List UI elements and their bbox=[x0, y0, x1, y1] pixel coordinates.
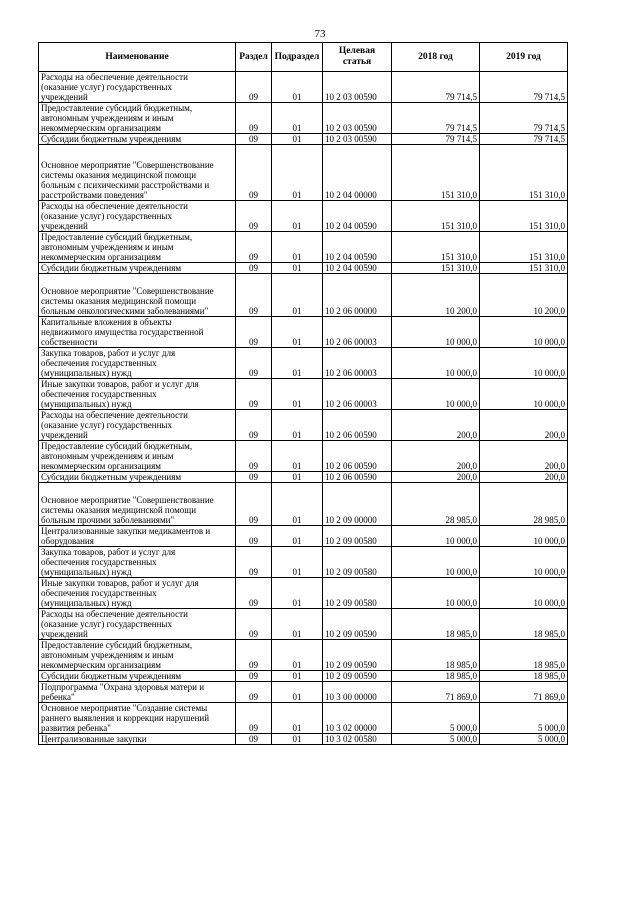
cell-section: 09 bbox=[236, 640, 272, 671]
cell-section: 09 bbox=[236, 317, 272, 348]
cell-target: 10 2 06 00590 bbox=[323, 410, 392, 441]
table-row bbox=[39, 682, 568, 703]
cell-name: Субсидии бюджетным учреждениям bbox=[39, 671, 236, 682]
cell-target: 10 2 09 00000 bbox=[323, 483, 392, 526]
cell-name: Предоставление субсидий бюджетным, автономным учреждениям и иным некоммерческим организациям bbox=[39, 103, 236, 134]
cell-target: 10 2 06 00003 bbox=[323, 379, 392, 410]
cell-2018: 10 000,0 bbox=[392, 317, 480, 348]
table-body bbox=[39, 72, 568, 745]
cell-name: Предоставление субсидий бюджетным, автономным учреждениям и иным некоммерческим организациям bbox=[39, 441, 236, 472]
cell-target: 10 2 06 00003 bbox=[323, 348, 392, 379]
table-row bbox=[39, 348, 568, 379]
cell-subsection: 01 bbox=[272, 274, 323, 317]
cell-target: 10 2 04 00590 bbox=[323, 263, 392, 274]
cell-2018: 79 714,5 bbox=[392, 103, 480, 134]
cell-subsection: 01 bbox=[272, 232, 323, 263]
table-row bbox=[39, 526, 568, 547]
table-row bbox=[39, 671, 568, 682]
cell-2018: 10 000,0 bbox=[392, 348, 480, 379]
cell-target: 10 2 06 00590 bbox=[323, 441, 392, 472]
table-row bbox=[39, 379, 568, 410]
cell-target: 10 2 04 00590 bbox=[323, 201, 392, 232]
cell-2019: 28 985,0 bbox=[480, 483, 568, 526]
cell-target: 10 2 03 00590 bbox=[323, 134, 392, 145]
cell-name: Расходы на обеспечение деятельности (оказание услуг) государственных учреждений bbox=[39, 410, 236, 441]
cell-section: 09 bbox=[236, 483, 272, 526]
cell-2018: 10 000,0 bbox=[392, 547, 480, 578]
cell-section: 09 bbox=[236, 263, 272, 274]
cell-subsection: 01 bbox=[272, 578, 323, 609]
cell-section: 09 bbox=[236, 145, 272, 201]
cell-name: Расходы на обеспечение деятельности (оказание услуг) государственных учреждений bbox=[39, 201, 236, 232]
cell-2019: 79 714,5 bbox=[480, 134, 568, 145]
cell-name: Централизованные закупки медикаментов и оборудования bbox=[39, 526, 236, 547]
cell-2018: 151 310,0 bbox=[392, 145, 480, 201]
header-section: Раздел bbox=[236, 43, 272, 72]
table-row bbox=[39, 263, 568, 274]
page-number: 73 bbox=[314, 28, 326, 40]
cell-target: 10 2 09 00590 bbox=[323, 640, 392, 671]
cell-section: 09 bbox=[236, 274, 272, 317]
cell-2019: 200,0 bbox=[480, 441, 568, 472]
cell-2019: 10 000,0 bbox=[480, 526, 568, 547]
cell-2019: 18 985,0 bbox=[480, 609, 568, 640]
cell-2019: 151 310,0 bbox=[480, 201, 568, 232]
cell-name: Основное мероприятие "Совершенствование системы оказания медицинской помощи больным с психическими расстройствами и расстройствами поведения" bbox=[39, 145, 236, 201]
cell-name: Субсидии бюджетным учреждениям bbox=[39, 472, 236, 483]
table-row bbox=[39, 547, 568, 578]
cell-subsection: 01 bbox=[272, 410, 323, 441]
table-row bbox=[39, 201, 568, 232]
cell-2019: 200,0 bbox=[480, 472, 568, 483]
table-row bbox=[39, 134, 568, 145]
cell-target: 10 3 02 00580 bbox=[323, 734, 392, 745]
cell-subsection: 01 bbox=[272, 671, 323, 682]
cell-2018: 79 714,5 bbox=[392, 72, 480, 103]
cell-2018: 18 985,0 bbox=[392, 671, 480, 682]
table-row bbox=[39, 232, 568, 263]
table-row bbox=[39, 734, 568, 745]
cell-subsection: 01 bbox=[272, 379, 323, 410]
cell-name: Закупка товаров, работ и услуг для обеспечения государственных (муниципальных) нужд bbox=[39, 547, 236, 578]
cell-name: Субсидии бюджетным учреждениям bbox=[39, 263, 236, 274]
cell-2019: 151 310,0 bbox=[480, 263, 568, 274]
cell-2019: 18 985,0 bbox=[480, 640, 568, 671]
cell-2018: 10 000,0 bbox=[392, 379, 480, 410]
cell-2019: 79 714,5 bbox=[480, 72, 568, 103]
cell-subsection: 01 bbox=[272, 441, 323, 472]
cell-subsection: 01 bbox=[272, 483, 323, 526]
cell-name: Основное мероприятие "Совершенствование системы оказания медицинской помощи больным прочими заболеваниями" bbox=[39, 483, 236, 526]
cell-2018: 5 000,0 bbox=[392, 703, 480, 734]
table-row bbox=[39, 578, 568, 609]
table-row bbox=[39, 317, 568, 348]
cell-2018: 71 869,0 bbox=[392, 682, 480, 703]
cell-target: 10 2 09 00580 bbox=[323, 578, 392, 609]
cell-section: 09 bbox=[236, 134, 272, 145]
cell-2019: 79 714,5 bbox=[480, 103, 568, 134]
cell-subsection: 01 bbox=[272, 348, 323, 379]
table-row bbox=[39, 410, 568, 441]
cell-2018: 151 310,0 bbox=[392, 201, 480, 232]
table-row bbox=[39, 609, 568, 640]
cell-name: Основное мероприятие "Совершенствование системы оказания медицинской помощи больным онкологическими заболеваниями" bbox=[39, 274, 236, 317]
cell-subsection: 01 bbox=[272, 317, 323, 348]
cell-section: 09 bbox=[236, 441, 272, 472]
cell-2019: 5 000,0 bbox=[480, 734, 568, 745]
table-row bbox=[39, 703, 568, 734]
cell-subsection: 01 bbox=[272, 640, 323, 671]
cell-2018: 200,0 bbox=[392, 410, 480, 441]
cell-target: 10 2 03 00590 bbox=[323, 72, 392, 103]
table-row bbox=[39, 145, 568, 201]
cell-target: 10 2 06 00590 bbox=[323, 472, 392, 483]
cell-2018: 151 310,0 bbox=[392, 232, 480, 263]
cell-name: Предоставление субсидий бюджетным, автономным учреждениям и иным некоммерческим организациям bbox=[39, 232, 236, 263]
cell-subsection: 01 bbox=[272, 263, 323, 274]
cell-name: Основное мероприятие "Создание системы раннего выявления и коррекции нарушений развития ребенка" bbox=[39, 703, 236, 734]
cell-target: 10 2 09 00580 bbox=[323, 547, 392, 578]
cell-2018: 10 000,0 bbox=[392, 578, 480, 609]
cell-2019: 5 000,0 bbox=[480, 703, 568, 734]
cell-target: 10 2 09 00590 bbox=[323, 671, 392, 682]
cell-section: 09 bbox=[236, 547, 272, 578]
table-row bbox=[39, 441, 568, 472]
cell-name: Подпрограмма "Охрана здоровья матери и ребенка" bbox=[39, 682, 236, 703]
cell-name: Иные закупки товаров, работ и услуг для обеспечения государственных (муниципальных) нужд bbox=[39, 379, 236, 410]
cell-2019: 200,0 bbox=[480, 410, 568, 441]
cell-2019: 10 200,0 bbox=[480, 274, 568, 317]
cell-section: 09 bbox=[236, 734, 272, 745]
cell-target: 10 3 02 00000 bbox=[323, 703, 392, 734]
cell-subsection: 01 bbox=[272, 134, 323, 145]
cell-subsection: 01 bbox=[272, 547, 323, 578]
cell-section: 09 bbox=[236, 682, 272, 703]
header-target: Целевая статья bbox=[323, 43, 392, 72]
cell-name: Централизованные закупки bbox=[39, 734, 236, 745]
cell-2018: 18 985,0 bbox=[392, 640, 480, 671]
cell-name: Иные закупки товаров, работ и услуг для обеспечения государственных (муниципальных) нужд bbox=[39, 578, 236, 609]
cell-section: 09 bbox=[236, 201, 272, 232]
cell-target: 10 2 04 00000 bbox=[323, 145, 392, 201]
cell-subsection: 01 bbox=[272, 682, 323, 703]
cell-section: 09 bbox=[236, 348, 272, 379]
cell-target: 10 2 06 00003 bbox=[323, 317, 392, 348]
header-2018: 2018 год bbox=[392, 43, 480, 72]
cell-2018: 5 000,0 bbox=[392, 734, 480, 745]
cell-section: 09 bbox=[236, 410, 272, 441]
cell-2019: 71 869,0 bbox=[480, 682, 568, 703]
header-name: Наименование bbox=[39, 43, 236, 72]
cell-section: 09 bbox=[236, 379, 272, 410]
cell-2018: 200,0 bbox=[392, 472, 480, 483]
cell-2019: 10 000,0 bbox=[480, 317, 568, 348]
cell-2018: 200,0 bbox=[392, 441, 480, 472]
cell-target: 10 3 00 00000 bbox=[323, 682, 392, 703]
header-2019: 2019 год bbox=[480, 43, 568, 72]
cell-target: 10 2 03 00590 bbox=[323, 103, 392, 134]
cell-subsection: 01 bbox=[272, 703, 323, 734]
cell-subsection: 01 bbox=[272, 526, 323, 547]
header-subsection: Подраздел bbox=[272, 43, 323, 72]
table-row bbox=[39, 472, 568, 483]
cell-target: 10 2 06 00000 bbox=[323, 274, 392, 317]
table-header-row bbox=[39, 43, 568, 72]
cell-subsection: 01 bbox=[272, 472, 323, 483]
table-row bbox=[39, 103, 568, 134]
table-row bbox=[39, 640, 568, 671]
table-row bbox=[39, 274, 568, 317]
cell-section: 09 bbox=[236, 703, 272, 734]
cell-2018: 79 714,5 bbox=[392, 134, 480, 145]
cell-subsection: 01 bbox=[272, 734, 323, 745]
cell-2018: 10 000,0 bbox=[392, 526, 480, 547]
cell-name: Расходы на обеспечение деятельности (оказание услуг) государственных учреждений bbox=[39, 72, 236, 103]
cell-name: Предоставление субсидий бюджетным, автономным учреждениям и иным некоммерческим организациям bbox=[39, 640, 236, 671]
table-row bbox=[39, 483, 568, 526]
cell-2019: 10 000,0 bbox=[480, 379, 568, 410]
cell-2018: 10 200,0 bbox=[392, 274, 480, 317]
cell-section: 09 bbox=[236, 578, 272, 609]
cell-section: 09 bbox=[236, 609, 272, 640]
cell-name: Субсидии бюджетным учреждениям bbox=[39, 134, 236, 145]
cell-target: 10 2 04 00590 bbox=[323, 232, 392, 263]
cell-2019: 10 000,0 bbox=[480, 348, 568, 379]
cell-subsection: 01 bbox=[272, 609, 323, 640]
cell-target: 10 2 09 00590 bbox=[323, 609, 392, 640]
cell-2019: 10 000,0 bbox=[480, 547, 568, 578]
cell-target: 10 2 09 00580 bbox=[323, 526, 392, 547]
budget-table bbox=[38, 42, 568, 745]
cell-name: Расходы на обеспечение деятельности (оказание услуг) государственных учреждений bbox=[39, 609, 236, 640]
cell-2019: 10 000,0 bbox=[480, 578, 568, 609]
cell-subsection: 01 bbox=[272, 201, 323, 232]
cell-section: 09 bbox=[236, 72, 272, 103]
cell-2018: 18 985,0 bbox=[392, 609, 480, 640]
cell-name: Закупка товаров, работ и услуг для обеспечения государственных (муниципальных) нужд bbox=[39, 348, 236, 379]
cell-2019: 151 310,0 bbox=[480, 145, 568, 201]
table-row bbox=[39, 72, 568, 103]
cell-section: 09 bbox=[236, 671, 272, 682]
cell-2018: 28 985,0 bbox=[392, 483, 480, 526]
cell-subsection: 01 bbox=[272, 145, 323, 201]
cell-subsection: 01 bbox=[272, 103, 323, 134]
cell-subsection: 01 bbox=[272, 72, 323, 103]
cell-name: Капитальные вложения в объекты недвижимого имущества государственной собственности bbox=[39, 317, 236, 348]
cell-2018: 151 310,0 bbox=[392, 263, 480, 274]
cell-2019: 151 310,0 bbox=[480, 232, 568, 263]
cell-2019: 18 985,0 bbox=[480, 671, 568, 682]
cell-section: 09 bbox=[236, 103, 272, 134]
cell-section: 09 bbox=[236, 526, 272, 547]
cell-section: 09 bbox=[236, 232, 272, 263]
cell-section: 09 bbox=[236, 472, 272, 483]
